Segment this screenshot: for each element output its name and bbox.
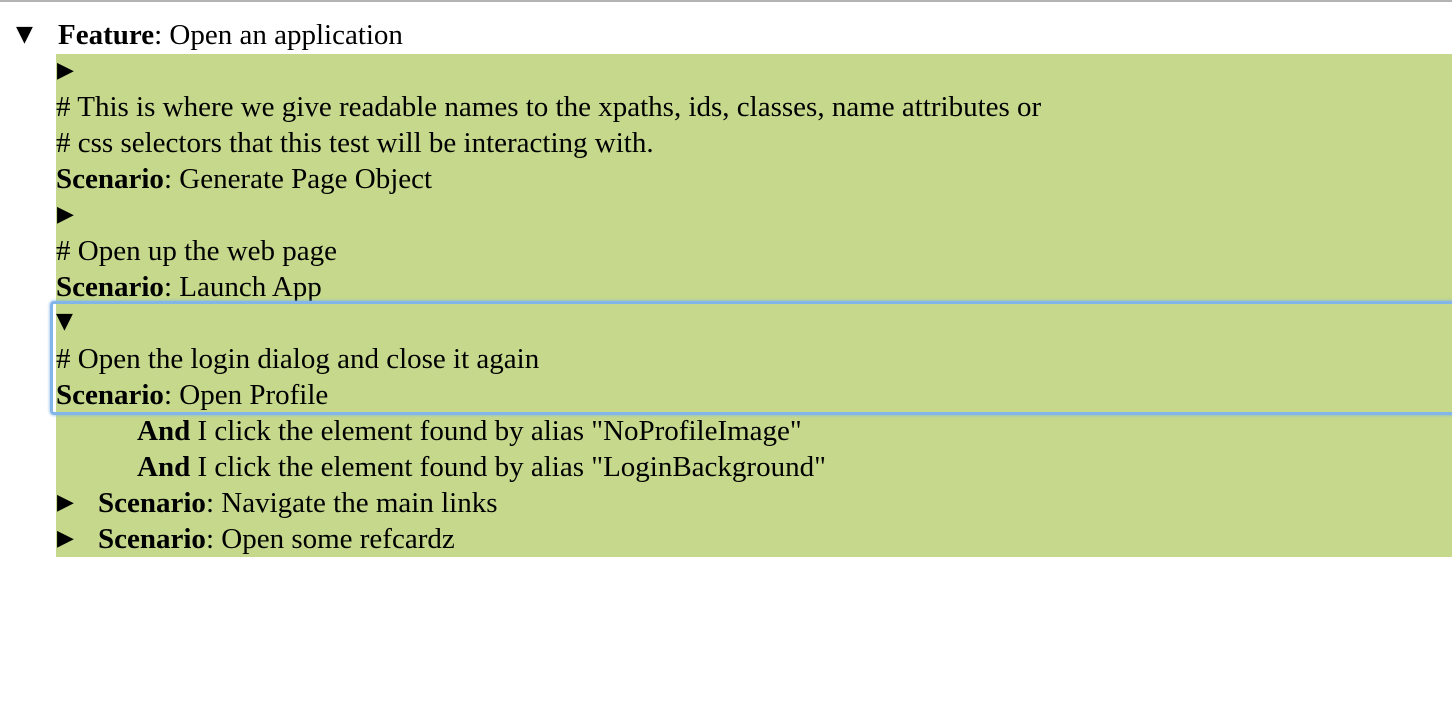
scenario-3-title: Open Profile [179,379,329,411]
scenario-5-title: Open some refcardz [221,523,455,555]
scenario-1-header[interactable] [56,161,432,197]
scenario-3-comment-1: # Open the login dialog and close it again [56,343,540,375]
scenario-3-header[interactable] [56,377,328,413]
scenario-2-toggle-icon[interactable]: ▶ [57,202,74,227]
scenario-2-title: Launch App [179,271,322,303]
feature-title: Open an application [169,19,403,51]
step-keyword: And [137,415,191,447]
scenario-1-comment-2: # css selectors that this test will be interacting with. [56,127,654,159]
scenario-2-keyword: Scenario [56,271,164,303]
feature-toggle-icon[interactable]: ▼ [16,22,33,47]
scenario-5-header[interactable] [98,521,455,557]
step-text: I click the element found by alias "NoProfileImage" [197,415,802,447]
scenario-3-colon: : [163,379,180,411]
scenario-4-toggle-icon[interactable]: ▶ [57,490,74,515]
scenario-2-colon: : [163,271,180,303]
scenario-1-toggle-icon[interactable]: ▶ [57,58,74,83]
scenario-2-header[interactable] [56,269,322,305]
scenario-3-toggle-icon[interactable]: ▼ [56,309,73,334]
scenario-1-comment-1: # This is where we give readable names to the xpaths, ids, classes, name attributes or [56,91,1042,123]
feature-keyword: Feature [58,19,155,51]
step-keyword: And [137,451,191,483]
step-row [137,449,826,485]
scenario-1-keyword: Scenario [56,163,164,195]
scenario-4-title: Navigate the main links [221,487,498,519]
scenario-3-keyword: Scenario [56,379,164,411]
scenario-1-colon: : [163,163,180,195]
feature-colon: : [154,19,170,51]
scenario-2-comment-1: # Open up the web page [56,235,338,267]
scenario-4-keyword: Scenario [98,487,206,519]
scenario-4-colon: : [205,487,222,519]
scenario-4-header[interactable] [98,485,498,521]
step-row [137,413,802,449]
step-text: I click the element found by alias "LoginBackground" [197,451,826,483]
scenario-5-toggle-icon[interactable]: ▶ [57,526,74,551]
scenario-5-colon: : [205,523,222,555]
top-divider [0,0,1452,2]
scenario-5-keyword: Scenario [98,523,206,555]
feature-header[interactable] [58,17,403,53]
scenario-1-title: Generate Page Object [179,163,433,195]
